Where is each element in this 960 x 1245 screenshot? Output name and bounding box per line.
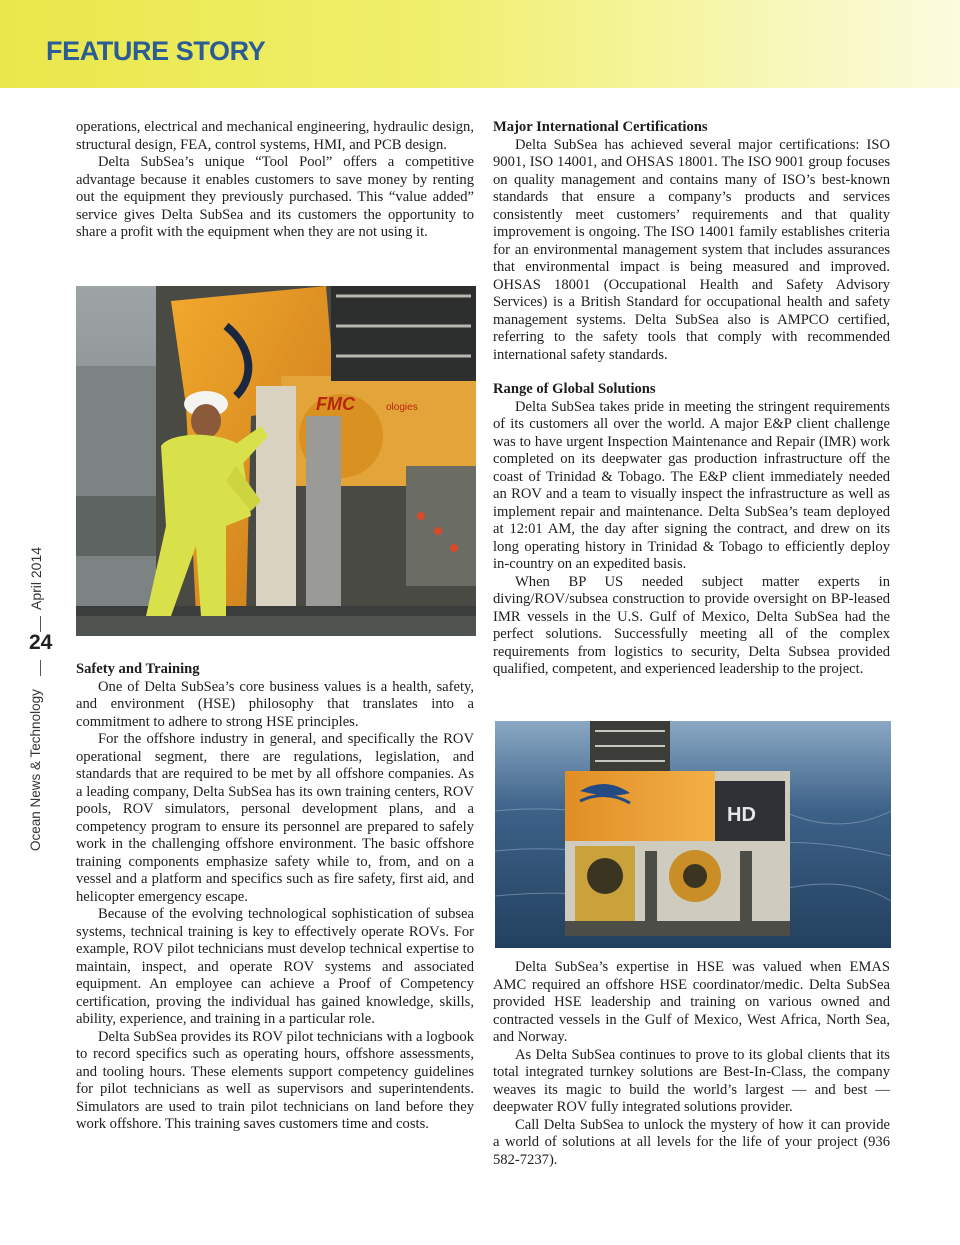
paragraph: Delta SubSea provides its ROV pilot technicians with a logbook to record specifics such as operating hours, offshore assessments, and tooling hours. These elements support competency guidelines for pilot technicians as well as supervisors and superintendents. Simulators are used to train pilot technicians on land before they work offshore. This training saves customers time and costs. <box>76 1028 474 1132</box>
paragraph: Because of the evolving technological sophistication of subsea systems, technical training is key to effectively operate ROVs. For example, ROV pilot technicians must develop technical expertise to maintain, inspect, and operate ROV systems and associated equipment. An employee can achieve a Proof of Competency certification, proving the individual has gained knowledge, skills, ability, experience, and training in a particular role. <box>76 906 474 1027</box>
article-column-right-top <box>493 119 890 679</box>
paragraph: Delta SubSea’s unique “Tool Pool” offers a competitive advantage because it enables customers to save money by renting out the equipment they previously purchased. This “value added” service gives Delta SubSea and its customers the opportunity to share a profit with the equipment when they are not using it. <box>76 154 474 240</box>
rov-deployment-illustration <box>495 721 891 948</box>
section-heading-certifications: Major International Certifications <box>493 119 708 135</box>
paragraph: Call Delta SubSea to unlock the mystery of how it can provide a world of solutions at all levels for the life of your project (936 582-7237). <box>493 1116 890 1168</box>
paragraph: operations, electrical and mechanical engineering, hydraulic design, structural design, FEA, control systems, HMI, and PCB design. <box>76 119 474 153</box>
rov-technician-illustration <box>76 286 476 636</box>
paragraph: One of Delta SubSea’s core business values is a health, safety, and environment (HSE) philosophy that translates into a commitment to adhere to strong HSE principles. <box>76 678 474 730</box>
hd-label: HD <box>727 804 756 826</box>
article-column-left-top <box>76 119 474 242</box>
section-title: FEATURE STORY <box>46 36 266 66</box>
fmc-label: FMC <box>316 394 355 414</box>
page-number: 24 <box>29 631 53 654</box>
article-column-right-bottom <box>493 959 890 1169</box>
paragraph: As Delta SubSea continues to prove to its global clients that its total integrated turnkey solutions are Best-In-Class, the company weaves its magic to build the world’s largest — and best — deepwater ROV fully integrated solutions provider. <box>493 1046 890 1115</box>
paragraph: For the offshore industry in general, and specifically the ROV operational segment, there are regulations, legislation, and standards that are required to be met by all offshore companies. As a leading company, Delta SubSea has its own training centers, ROV pools, ROV simulators, personal development plans, and a competency program to ensure its personnel are prepared to safely work in the challenging offshore environment. The basic offshore training components emphasize safety while to, from, and on a vessel and a platform and specifics such as fire safety, first aid, and helicopter emergency escape. <box>76 731 474 905</box>
spacer <box>493 364 890 381</box>
paragraph: Delta SubSea takes pride in meeting the stringent requirements of its customers all over the world. A major E&P client challenge was to have urgent Inspection Maintenance and Repair (IMR) work completed on its deepwater gas production infrastructure off the coast of Trinidad & Tobago. The E&P client immediately needed an ROV and a team to visually inspect the infrastructure as well as implement repair and maintenance. Delta SubSea’s team deployed at 12:01 AM, the day after signing the contract, and drew on its long operating history in Trinidad & Tobago to efficiently deploy in-country on an expedited basis. <box>493 398 890 572</box>
rov-technician-photo <box>76 286 476 636</box>
fmc-label-tail: ologies <box>386 402 418 413</box>
article-column-left-bottom <box>76 661 474 1134</box>
sidebar-divider <box>40 660 41 676</box>
paragraph: When BP US needed subject matter experts in diving/ROV/subsea construction to provide oversight on BP-leased IMR vessels in the U.S. Gulf of Mexico, Delta SubSea had the perfect solutions. Successfully meeting all of the complex requirements from logistics to security, Delta Subsea provided qualified, competent, and experienced leadership to the project. <box>493 573 890 677</box>
sidebar-divider <box>40 616 41 632</box>
issue-date: April 2014 <box>28 546 44 610</box>
paragraph: Delta SubSea’s expertise in HSE was valued when EMAS AMC required an offshore HSE coordinator/medic. Delta SubSea provided HSE leadership and training on various owned and contracted vessels in the Gulf of Mexico, West Africa, North Sea, and Norway. <box>493 959 890 1045</box>
magazine-name: Ocean News & Technology <box>28 689 43 851</box>
header-banner <box>0 0 960 88</box>
paragraph: Delta SubSea has achieved several major certifications: ISO 9001, ISO 14001, and OHSAS 18001. The ISO 9001 group focuses on quality management and contains many of ISO’s best-known standards that ensure a company’s products and services consistently meet customers’ requirements and that quality improvement is ongoing. The ISO 14001 family establishes criteria for an environmental management system that includes assurances that environmental impact is being measured and improved. OHSAS 18001 (Occupational Health and Safety Advisory Services) is a British Standard for occupational health and safety management systems. Delta SubSea also is AMPCO certified, referring to the safety tools that comply with recommended international safety standards. <box>493 136 890 363</box>
section-heading-range: Range of Global Solutions <box>493 381 656 397</box>
section-heading-safety: Safety and Training <box>76 661 200 677</box>
rov-deployment-photo <box>495 721 891 948</box>
